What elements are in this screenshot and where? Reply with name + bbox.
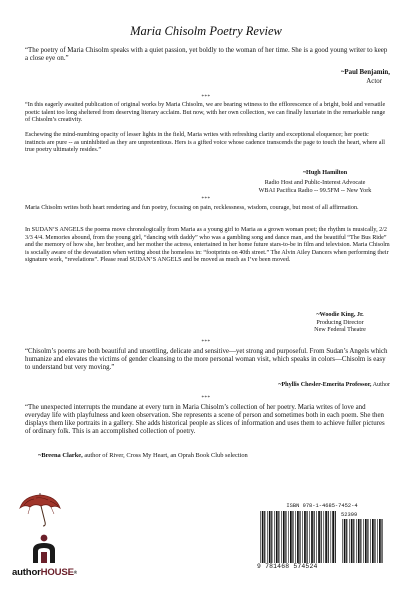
review-phyllis-chesler-attribution <box>25 382 390 390</box>
review-breena-clarke-attribution <box>38 452 390 460</box>
barcode-bar <box>304 511 306 563</box>
barcode-bar <box>260 511 261 563</box>
reviewer-role: New Federal Theatre <box>314 327 366 334</box>
review-text: In SUDAN’S ANGELS the poems move chronologically from Maria as a young girl to Maria as a grown woman poet; the rhythm is musically, 2/2 3/3 4/4. Memories abound, from the young girl, “dancing with daddy” who was a gambling song and dance man, and the beautiful “The Bus Ride” and the memory of how she, her brother, and her mother the actress, entertained in her home future stars-to-be in film and television. Maria Chisolm is socially aware of the devastation when writing about the homeless in: “footprints on 40th street.” The Alvin Ailey Dancers when performing their signature work, “revelations”. Please read SUDAN’S ANGELS and be moved as much as I’ve been moved. <box>25 227 390 264</box>
barcode-bar <box>381 519 382 563</box>
review-text: “The poetry of Maria Chisolm speaks with a quiet passion, yet boldly to the woman of her time. She is a good young writer to keep a close eye on.” <box>25 47 388 63</box>
barcode-bar <box>281 511 282 563</box>
review-text: “The unexpected interrupts the mundane at every turn in Maria Chisolm’s collection of her poetry. Maria writes of love and everyday life with playfulness and keen observation. She represents a scene of person and sometimes both in each poem. She then displays them like portraits in a gallery. She adds historical people as slices of information and uses them to achieve fuller pictures of ordinary folk. This is an accomplished collection of poetry. <box>25 404 385 436</box>
barcode-bar <box>271 511 272 563</box>
review-woodie-king-text <box>25 205 390 213</box>
barcode-bar <box>370 519 371 563</box>
reviewer-role-block <box>25 78 382 86</box>
separator: *** <box>201 340 211 345</box>
publisher-name-part2: HOUSE <box>40 567 74 578</box>
barcode-bar <box>325 511 327 563</box>
reviewer-name: ~Phyllis Chesler-Emerita Professor, <box>278 382 372 388</box>
review-phyllis-chesler-text <box>25 348 390 372</box>
reviewer-name: ~Breena Clarke, <box>38 452 83 459</box>
publisher-name-part1: author <box>12 567 41 578</box>
review-text: “In this eagerly awaited publication of original works by Maria Chisolm, we are bearing witness to the efflorescence of a bright, bold and versatile poetic talent too long sheltered from deserving literary acclaim. But now, with her own collection, we can finally luxuriate in the remarkable range of Chisolm’s creativity. <box>25 102 386 124</box>
review-hugh-hamilton-text-2 <box>25 132 390 155</box>
barcode-bar <box>274 511 275 563</box>
barcode-bar <box>314 511 315 563</box>
separator: *** <box>201 95 211 100</box>
reviewer-name: ~Woodie King, Jr. <box>316 312 364 318</box>
barcode-bar <box>367 519 368 563</box>
barcode-bars <box>259 511 339 563</box>
barcode-bar <box>342 519 343 563</box>
reviewer-role: WBAI Pacifica Radio -- 99.5FM -- New York <box>258 187 372 194</box>
review-text: Maria Chisolm writes both heart rendering and fun poetry, focusing on pain, recklessness, wisdom, courage, but most of all affirmation. <box>25 205 359 211</box>
barcode-bar <box>331 511 332 563</box>
reviewer-role: Producing Director <box>316 319 364 326</box>
barcode-addon-bars <box>341 519 385 563</box>
barcode-bar <box>283 511 285 563</box>
barcode-bar <box>374 519 375 563</box>
review-breena-clarke-text <box>25 404 390 436</box>
barcode-bar <box>323 511 324 563</box>
barcode-bar <box>307 511 308 563</box>
barcode-bar <box>328 511 329 563</box>
barcode-bar <box>349 519 350 563</box>
barcode-bar <box>332 511 334 563</box>
barcode-bar <box>276 511 278 563</box>
barcode-bar <box>356 519 357 563</box>
barcode-bar <box>335 511 336 563</box>
barcode-bar <box>288 511 289 563</box>
review-woodie-king-attribution <box>290 312 390 335</box>
barcode-bar <box>377 519 378 563</box>
barcode-bar <box>318 511 320 563</box>
barcode-bar <box>309 511 310 563</box>
review-woodie-king-text-2 <box>25 227 390 265</box>
separator: *** <box>201 396 211 401</box>
review-paul-benjamin-attribution <box>25 69 390 77</box>
barcode-bar <box>346 519 347 563</box>
barcode-bar <box>351 519 353 563</box>
barcode-bar <box>299 511 300 563</box>
reviewer-role: Author <box>371 382 390 388</box>
authorhouse-logo-icon <box>31 533 57 565</box>
barcode-bar <box>379 519 381 563</box>
price-code: 52399 <box>341 512 358 518</box>
barcode-bar <box>267 511 268 563</box>
registered-mark: ® <box>73 570 77 575</box>
reviewer-role-block <box>240 180 390 195</box>
separator: *** <box>201 197 211 202</box>
reviewer-role: author of River, Cross My Heart, an Oprah Book Club selection <box>82 452 248 459</box>
barcode-bar <box>363 519 364 563</box>
review-hugh-hamilton-attribution <box>262 170 388 178</box>
page-title: Maria Chisolm Poetry Review <box>130 24 282 38</box>
reviewer-role: Actor <box>366 78 382 85</box>
barcode-bar <box>372 519 374 563</box>
barcode-bar <box>302 511 303 563</box>
barcode-bar <box>360 519 361 563</box>
barcode-bar <box>365 519 367 563</box>
isbn-label: ISBN 978-1-4685-7452-4 <box>286 503 358 509</box>
barcode-digits: 9 781468 574524 <box>257 563 318 570</box>
barcode-bar <box>278 511 279 563</box>
reviewer-name: ~Hugh Hamilton <box>302 170 348 176</box>
barcode-bar <box>321 511 322 563</box>
review-paul-benjamin-text <box>25 47 390 63</box>
barcode-bar <box>297 511 299 563</box>
reviewer-name: ~Paul Benjamin, <box>340 69 390 76</box>
barcode-bar <box>264 511 265 563</box>
barcode-bar <box>316 511 317 563</box>
barcode-bar <box>262 511 264 563</box>
barcode-bar <box>353 519 354 563</box>
review-hugh-hamilton-text <box>25 102 390 125</box>
barcode-bar <box>358 519 360 563</box>
barcode-bar <box>290 511 292 563</box>
barcode-bar <box>285 511 286 563</box>
review-text: Eschewing the mind-numbing opacity of lesser lights in the field, Maria writes with refreshing clarity and exceptional eloquence; her poetic instincts are pure -- as uninhibited as they are unpretentious. Hers is a gifted voice whose cadence transcends the page to touch the heart, where all true poetry ultimately resides.” <box>25 132 385 154</box>
barcode-bar <box>269 511 271 563</box>
umbrella-illustration <box>18 492 62 532</box>
barcode-bar <box>292 511 293 563</box>
review-text: “Chisolm’s poems are both beautiful and unsettling, delicate and sensitive—yet strong and purposeful. From Sudan’s Angels which humanize and elevates the victims of gender cleansing to the more personal woman visit, which speaks in colors—Chisolm is easy to understand but very moving.” <box>25 348 388 372</box>
barcode-bar <box>344 519 346 563</box>
barcode-bar <box>295 511 296 563</box>
publisher-logo <box>12 569 77 577</box>
barcode-bar <box>311 511 313 563</box>
reviewer-role: Radio Host and Public-Interest Advocate <box>264 180 366 186</box>
